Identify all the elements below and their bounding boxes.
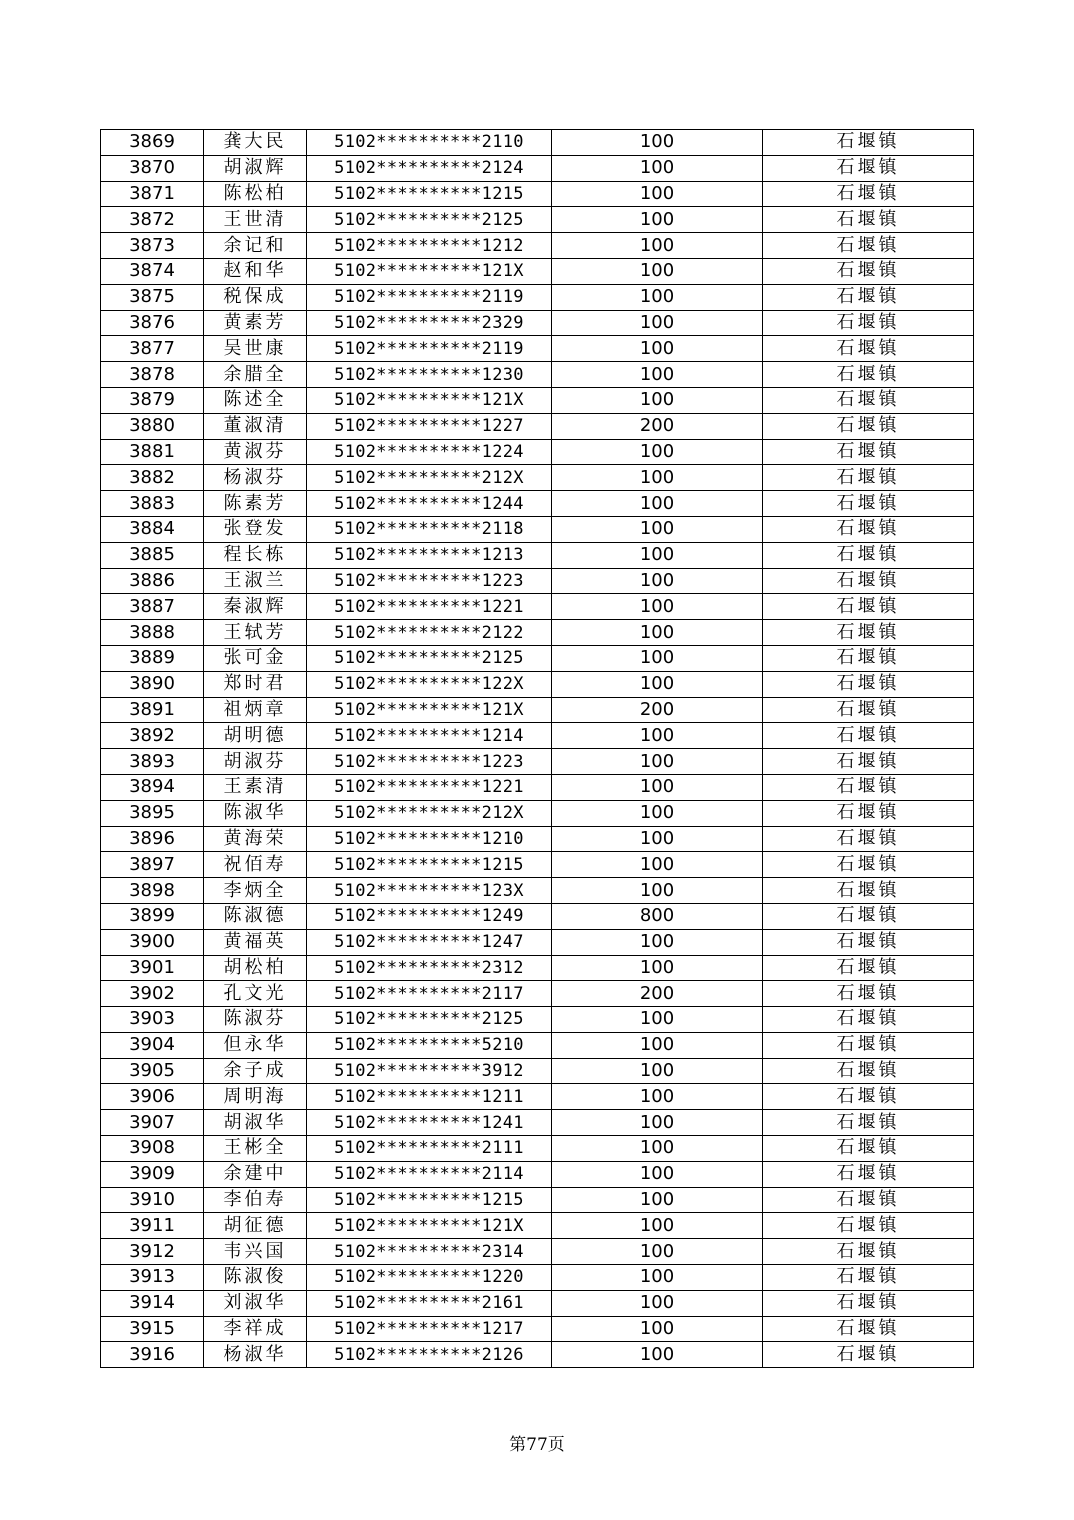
row-number: 3890 [101,671,204,697]
amount: 100 [552,1161,763,1187]
id-number: 5102**********3912 [307,1058,552,1084]
amount: 100 [552,1316,763,1342]
id-number: 5102**********1217 [307,1316,552,1342]
person-name: 王世清 [204,207,307,233]
person-name: 余子成 [204,1058,307,1084]
table-row [101,233,974,259]
amount: 100 [552,749,763,775]
table-row [101,258,974,284]
id-number: 5102**********1227 [307,413,552,439]
row-number: 3879 [101,387,204,413]
table-row [101,929,974,955]
table-row [101,439,974,465]
town-name: 石堰镇 [763,878,974,904]
town-name: 石堰镇 [763,1290,974,1316]
person-name: 王淑兰 [204,568,307,594]
town-name: 石堰镇 [763,233,974,259]
amount: 100 [552,1136,763,1162]
person-name: 但永华 [204,1032,307,1058]
town-name: 石堰镇 [763,491,974,517]
amount: 200 [552,981,763,1007]
person-name: 陈松柏 [204,181,307,207]
table-row [101,568,974,594]
town-name: 石堰镇 [763,155,974,181]
table-row [101,207,974,233]
town-name: 石堰镇 [763,1187,974,1213]
table-row [101,620,974,646]
table-row [101,1136,974,1162]
person-name: 余腊全 [204,362,307,388]
town-name: 石堰镇 [763,542,974,568]
town-name: 石堰镇 [763,181,974,207]
town-name: 石堰镇 [763,439,974,465]
id-number: 5102**********2114 [307,1161,552,1187]
table-row [101,1239,974,1265]
row-number: 3888 [101,620,204,646]
table-row [101,826,974,852]
row-number: 3904 [101,1032,204,1058]
amount: 100 [552,800,763,826]
table-row [101,852,974,878]
amount: 100 [552,491,763,517]
row-number: 3902 [101,981,204,1007]
row-number: 3892 [101,723,204,749]
table-row [101,181,974,207]
person-name: 陈素芳 [204,491,307,517]
person-name: 陈淑德 [204,903,307,929]
id-number: 5102**********2124 [307,155,552,181]
row-number: 3876 [101,310,204,336]
table-row [101,336,974,362]
person-name: 杨淑华 [204,1342,307,1368]
amount: 100 [552,1265,763,1291]
table-row [101,1058,974,1084]
id-number: 5102**********2314 [307,1239,552,1265]
row-number: 3877 [101,336,204,362]
row-number: 3873 [101,233,204,259]
row-number: 3900 [101,929,204,955]
town-name: 石堰镇 [763,1110,974,1136]
amount: 200 [552,697,763,723]
amount: 100 [552,671,763,697]
table-row [101,1213,974,1239]
amount: 100 [552,955,763,981]
id-number: 5102**********1247 [307,929,552,955]
person-name: 黄福英 [204,929,307,955]
town-name: 石堰镇 [763,284,974,310]
id-number: 5102**********121X [307,387,552,413]
amount: 100 [552,465,763,491]
town-name: 石堰镇 [763,1007,974,1033]
amount: 100 [552,155,763,181]
amount: 100 [552,1032,763,1058]
town-name: 石堰镇 [763,516,974,542]
table-row [101,1110,974,1136]
town-name: 石堰镇 [763,800,974,826]
person-name: 张可金 [204,645,307,671]
row-number: 3881 [101,439,204,465]
row-number: 3915 [101,1316,204,1342]
person-name: 王素清 [204,774,307,800]
row-number: 3886 [101,568,204,594]
person-name: 刘淑华 [204,1290,307,1316]
amount: 100 [552,929,763,955]
table-row [101,1032,974,1058]
id-number: 5102**********2119 [307,284,552,310]
table-row [101,465,974,491]
amount: 100 [552,258,763,284]
row-number: 3893 [101,749,204,775]
row-number: 3907 [101,1110,204,1136]
row-number: 3884 [101,516,204,542]
person-name: 赵和华 [204,258,307,284]
amount: 100 [552,542,763,568]
row-number: 3885 [101,542,204,568]
person-name: 杨淑芬 [204,465,307,491]
town-name: 石堰镇 [763,130,974,156]
id-number: 5102**********1249 [307,903,552,929]
row-number: 3889 [101,645,204,671]
id-number: 5102**********123X [307,878,552,904]
person-name: 郑时君 [204,671,307,697]
amount: 100 [552,130,763,156]
town-name: 石堰镇 [763,1265,974,1291]
town-name: 石堰镇 [763,1136,974,1162]
row-number: 3898 [101,878,204,904]
amount: 100 [552,878,763,904]
person-name: 程长栋 [204,542,307,568]
town-name: 石堰镇 [763,207,974,233]
amount: 100 [552,826,763,852]
town-name: 石堰镇 [763,620,974,646]
row-number: 3912 [101,1239,204,1265]
id-number: 5102**********2118 [307,516,552,542]
amount: 100 [552,284,763,310]
amount: 100 [552,723,763,749]
table-row [101,774,974,800]
person-name: 孔文光 [204,981,307,1007]
town-name: 石堰镇 [763,774,974,800]
person-name: 陈淑华 [204,800,307,826]
town-name: 石堰镇 [763,981,974,1007]
person-name: 胡征德 [204,1213,307,1239]
id-number: 5102**********1213 [307,542,552,568]
id-number: 5102**********2110 [307,130,552,156]
amount: 100 [552,1213,763,1239]
table-row [101,130,974,156]
table-row [101,387,974,413]
person-name: 税保成 [204,284,307,310]
amount: 100 [552,387,763,413]
row-number: 3874 [101,258,204,284]
amount: 100 [552,1342,763,1368]
table-row [101,903,974,929]
row-number: 3870 [101,155,204,181]
row-number: 3913 [101,1265,204,1291]
town-name: 石堰镇 [763,1084,974,1110]
table-row [101,1316,974,1342]
person-name: 王彬全 [204,1136,307,1162]
amount: 100 [552,1239,763,1265]
id-number: 5102**********212X [307,465,552,491]
person-name: 余建中 [204,1161,307,1187]
person-name: 吴世康 [204,336,307,362]
amount: 100 [552,1084,763,1110]
id-number: 5102**********1215 [307,1187,552,1213]
row-number: 3911 [101,1213,204,1239]
row-number: 3878 [101,362,204,388]
row-number: 3914 [101,1290,204,1316]
id-number: 5102**********1220 [307,1265,552,1291]
table-row [101,1187,974,1213]
amount: 100 [552,1007,763,1033]
id-number: 5102**********122X [307,671,552,697]
town-name: 石堰镇 [763,645,974,671]
town-name: 石堰镇 [763,1239,974,1265]
id-number: 5102**********2126 [307,1342,552,1368]
id-number: 5102**********1212 [307,233,552,259]
person-name: 陈淑芬 [204,1007,307,1033]
town-name: 石堰镇 [763,310,974,336]
amount: 100 [552,1290,763,1316]
row-number: 3880 [101,413,204,439]
id-number: 5102**********1223 [307,568,552,594]
person-name: 胡淑华 [204,1110,307,1136]
person-name: 陈淑俊 [204,1265,307,1291]
row-number: 3901 [101,955,204,981]
amount: 100 [552,852,763,878]
table-row [101,645,974,671]
town-name: 石堰镇 [763,362,974,388]
row-number: 3910 [101,1187,204,1213]
person-name: 李伯寿 [204,1187,307,1213]
table-row [101,362,974,388]
table-row [101,594,974,620]
town-name: 石堰镇 [763,258,974,284]
person-name: 黄海荣 [204,826,307,852]
table-row [101,1342,974,1368]
row-number: 3871 [101,181,204,207]
person-name: 胡松柏 [204,955,307,981]
amount: 100 [552,645,763,671]
amount: 100 [552,1187,763,1213]
amount: 100 [552,362,763,388]
row-number: 3897 [101,852,204,878]
person-name: 张登发 [204,516,307,542]
id-number: 5102**********121X [307,1213,552,1239]
table-row [101,981,974,1007]
id-number: 5102**********1241 [307,1110,552,1136]
table-row [101,155,974,181]
person-name: 周明海 [204,1084,307,1110]
amount: 100 [552,1110,763,1136]
amount: 100 [552,620,763,646]
row-number: 3869 [101,130,204,156]
id-number: 5102**********1215 [307,181,552,207]
id-number: 5102**********1211 [307,1084,552,1110]
town-name: 石堰镇 [763,413,974,439]
row-number: 3916 [101,1342,204,1368]
person-name: 董淑清 [204,413,307,439]
row-number: 3903 [101,1007,204,1033]
table-row [101,697,974,723]
amount: 100 [552,310,763,336]
id-number: 5102**********2125 [307,207,552,233]
amount: 100 [552,336,763,362]
row-number: 3894 [101,774,204,800]
town-name: 石堰镇 [763,336,974,362]
town-name: 石堰镇 [763,723,974,749]
person-name: 龚大民 [204,130,307,156]
person-name: 黄淑芬 [204,439,307,465]
person-name: 王轼芳 [204,620,307,646]
roster-table [100,129,974,1368]
table-row [101,955,974,981]
id-number: 5102**********1223 [307,749,552,775]
table-row [101,671,974,697]
town-name: 石堰镇 [763,465,974,491]
row-number: 3875 [101,284,204,310]
id-number: 5102**********1244 [307,491,552,517]
person-name: 韦兴国 [204,1239,307,1265]
row-number: 3896 [101,826,204,852]
row-number: 3882 [101,465,204,491]
row-number: 3883 [101,491,204,517]
table-row [101,1290,974,1316]
person-name: 胡淑芬 [204,749,307,775]
table-row [101,284,974,310]
table-row [101,1007,974,1033]
amount: 100 [552,594,763,620]
id-number: 5102**********2329 [307,310,552,336]
amount: 100 [552,181,763,207]
id-number: 5102**********2122 [307,620,552,646]
amount: 200 [552,413,763,439]
amount: 100 [552,439,763,465]
town-name: 石堰镇 [763,1342,974,1368]
id-number: 5102**********1210 [307,826,552,852]
table-row [101,1265,974,1291]
id-number: 5102**********1230 [307,362,552,388]
amount: 100 [552,1058,763,1084]
id-number: 5102**********2125 [307,645,552,671]
id-number: 5102**********2312 [307,955,552,981]
amount: 100 [552,233,763,259]
id-number: 5102**********2119 [307,336,552,362]
id-number: 5102**********121X [307,697,552,723]
table-row [101,723,974,749]
id-number: 5102**********2161 [307,1290,552,1316]
town-name: 石堰镇 [763,1316,974,1342]
table-row [101,800,974,826]
person-name: 余记和 [204,233,307,259]
row-number: 3909 [101,1161,204,1187]
table-row [101,542,974,568]
amount: 100 [552,568,763,594]
id-number: 5102**********1214 [307,723,552,749]
person-name: 胡明德 [204,723,307,749]
town-name: 石堰镇 [763,1213,974,1239]
town-name: 石堰镇 [763,1058,974,1084]
town-name: 石堰镇 [763,826,974,852]
row-number: 3906 [101,1084,204,1110]
id-number: 5102**********1221 [307,774,552,800]
row-number: 3899 [101,903,204,929]
id-number: 5102**********2125 [307,1007,552,1033]
id-number: 5102**********121X [307,258,552,284]
id-number: 5102**********5210 [307,1032,552,1058]
town-name: 石堰镇 [763,387,974,413]
row-number: 3872 [101,207,204,233]
table-row [101,878,974,904]
town-name: 石堰镇 [763,749,974,775]
table-row [101,491,974,517]
id-number: 5102**********1215 [307,852,552,878]
id-number: 5102**********212X [307,800,552,826]
person-name: 李炳全 [204,878,307,904]
table-row [101,310,974,336]
person-name: 秦淑辉 [204,594,307,620]
row-number: 3887 [101,594,204,620]
table-row [101,1161,974,1187]
town-name: 石堰镇 [763,852,974,878]
table-row [101,749,974,775]
row-number: 3905 [101,1058,204,1084]
person-name: 祖炳章 [204,697,307,723]
town-name: 石堰镇 [763,568,974,594]
amount: 100 [552,774,763,800]
id-number: 5102**********2117 [307,981,552,1007]
page-number: 第77页 [509,1435,565,1455]
roster-body [101,130,974,1368]
town-name: 石堰镇 [763,903,974,929]
town-name: 石堰镇 [763,594,974,620]
town-name: 石堰镇 [763,697,974,723]
table-row [101,516,974,542]
amount: 100 [552,207,763,233]
town-name: 石堰镇 [763,671,974,697]
table-row [101,413,974,439]
town-name: 石堰镇 [763,1161,974,1187]
amount: 100 [552,516,763,542]
row-number: 3908 [101,1136,204,1162]
town-name: 石堰镇 [763,1032,974,1058]
row-number: 3895 [101,800,204,826]
person-name: 胡淑辉 [204,155,307,181]
id-number: 5102**********2111 [307,1136,552,1162]
person-name: 祝佰寿 [204,852,307,878]
id-number: 5102**********1221 [307,594,552,620]
amount: 800 [552,903,763,929]
table-row [101,1084,974,1110]
town-name: 石堰镇 [763,955,974,981]
row-number: 3891 [101,697,204,723]
person-name: 李祥成 [204,1316,307,1342]
person-name: 陈述全 [204,387,307,413]
id-number: 5102**********1224 [307,439,552,465]
person-name: 黄素芳 [204,310,307,336]
town-name: 石堰镇 [763,929,974,955]
